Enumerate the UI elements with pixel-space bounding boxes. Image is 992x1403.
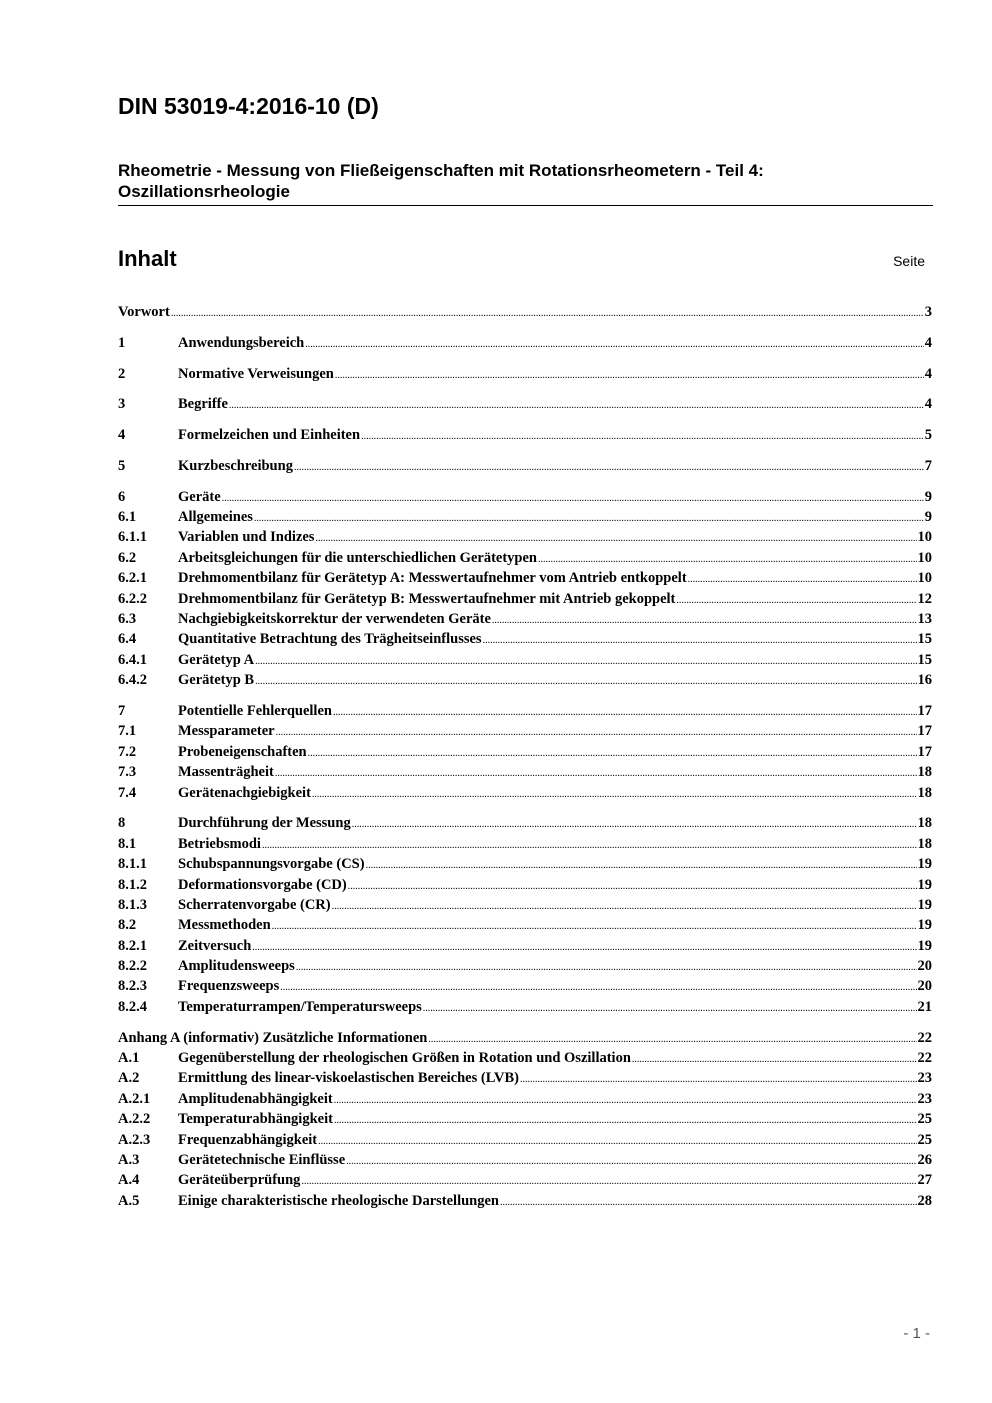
toc-entry[interactable]	[118, 976, 932, 996]
toc-dot-leader	[423, 997, 917, 1019]
page-number-footer: - 1 -	[903, 1325, 930, 1342]
toc-entry-page: 10	[917, 529, 932, 546]
toc-entry-page: 9	[924, 488, 932, 505]
toc-entry-number: 6.4.2	[118, 672, 147, 689]
toc-entry-title: Massenträgheit	[178, 764, 274, 781]
toc-entry[interactable]	[118, 456, 932, 476]
toc-entry-page: 18	[917, 835, 932, 852]
toc-entry[interactable]	[118, 1109, 932, 1129]
toc-entry-page: 22	[917, 1050, 932, 1067]
toc-dot-leader	[171, 302, 924, 324]
toc-entry-title: Durchführung der Messung	[178, 815, 351, 832]
toc-entry[interactable]	[118, 1130, 932, 1150]
toc-dot-leader	[332, 895, 917, 917]
toc-entry-title: Temperaturabhängigkeit	[178, 1111, 333, 1128]
toc-entry-number: 6.2.1	[118, 570, 147, 587]
toc-entry[interactable]	[118, 589, 932, 609]
toc-dot-leader	[276, 721, 917, 743]
toc-entry[interactable]	[118, 813, 932, 833]
toc-entry-title: Betriebsmodi	[178, 835, 261, 852]
toc-entry-title: Drehmomentbilanz für Gerätetyp A: Messwertaufnehmer vom Antrieb entkoppelt	[178, 570, 687, 587]
toc-entry-page: 20	[917, 978, 932, 995]
toc-entry-number: 3	[118, 396, 126, 413]
toc-entry-title: Variablen und Indizes	[178, 529, 315, 546]
toc-entry-number: 6.4.1	[118, 651, 147, 668]
toc-entry[interactable]	[118, 956, 932, 976]
toc-entry-page: 18	[917, 764, 932, 781]
toc-entry[interactable]	[118, 997, 932, 1017]
toc-dot-leader	[428, 1028, 916, 1050]
toc-group	[118, 813, 932, 1017]
toc-group	[118, 394, 932, 414]
toc-entry[interactable]	[118, 1048, 932, 1068]
toc-entry[interactable]	[118, 548, 932, 568]
toc-heading: Inhalt	[118, 246, 177, 271]
toc-dot-leader	[254, 507, 924, 529]
toc-entry[interactable]	[118, 487, 932, 507]
toc-entry-page: 19	[917, 856, 932, 873]
toc-entry-page: 5	[924, 427, 932, 444]
toc-entry-title: Drehmomentbilanz für Gerätetyp B: Messwertaufnehmer mit Antrieb gekoppelt	[178, 590, 676, 607]
toc-entry-page: 4	[924, 365, 932, 382]
toc-entry[interactable]	[118, 895, 932, 915]
toc-entry-number: 8.2.2	[118, 958, 147, 975]
toc-entry-number: A.2.2	[118, 1111, 151, 1128]
toc-entry[interactable]	[118, 568, 932, 588]
toc-entry[interactable]	[118, 875, 932, 895]
toc-dot-leader	[520, 1068, 916, 1090]
toc-entry-title: Normative Verweisungen	[178, 365, 334, 382]
toc-entry-page: 17	[917, 723, 932, 740]
toc-entry[interactable]	[118, 1089, 932, 1109]
toc-entry-number: 6.4	[118, 631, 137, 648]
toc-entry-page: 21	[917, 998, 932, 1015]
toc-group	[118, 364, 932, 384]
toc-entry-number: 7.3	[118, 764, 137, 781]
toc-entry-number: 5	[118, 457, 126, 474]
page-column-label: Seite	[893, 253, 925, 269]
toc-entry-number: 1	[118, 334, 126, 351]
toc-entry[interactable]	[118, 425, 932, 445]
toc-entry[interactable]	[118, 1068, 932, 1088]
toc-entry-number: 6.3	[118, 611, 137, 628]
toc-dot-leader	[676, 589, 916, 611]
toc-entry-page: 17	[917, 743, 932, 760]
toc-entry-page: 9	[924, 509, 932, 526]
toc-entry[interactable]	[118, 1170, 932, 1190]
toc-entry-page: 16	[917, 672, 932, 689]
toc-entry[interactable]	[118, 834, 932, 854]
toc-entry-number: 6.2.2	[118, 590, 147, 607]
toc-dot-leader	[275, 762, 917, 784]
toc-group	[118, 302, 932, 322]
toc-entry-title: Begriffe	[178, 396, 228, 413]
toc-entry-page: 15	[917, 631, 932, 648]
toc-entry[interactable]	[118, 701, 932, 721]
toc-entry-title: Einige charakteristische rheologische Darstellungen	[178, 1192, 499, 1209]
toc-entry-number: 8.2.1	[118, 937, 147, 954]
toc-group	[118, 487, 932, 691]
toc-dot-leader	[334, 1109, 917, 1131]
toc-dot-leader	[348, 875, 917, 897]
toc-entry-title: Frequenzabhängigkeit	[178, 1131, 318, 1148]
toc-entry-page: 25	[917, 1111, 932, 1128]
toc-entry-number: A.2	[118, 1070, 140, 1087]
toc-entry-title: Scherratenvorgabe (CR)	[178, 896, 331, 913]
toc-dot-leader	[500, 1191, 917, 1213]
toc-entry-page: 23	[917, 1070, 932, 1087]
toc-entry[interactable]	[118, 629, 932, 649]
toc-dot-leader	[492, 609, 917, 631]
toc-entry-number: 7.2	[118, 743, 137, 760]
toc-dot-leader	[335, 364, 924, 386]
toc-entry[interactable]	[118, 783, 932, 803]
toc-entry-page: 19	[917, 937, 932, 954]
toc-dot-leader	[280, 976, 916, 998]
toc-entry[interactable]	[118, 650, 932, 670]
toc-entry-number: 4	[118, 427, 126, 444]
toc-entry-number: A.3	[118, 1151, 140, 1168]
toc-entry-title: Anhang A (informativ) Zusätzliche Informationen	[118, 1029, 428, 1046]
toc-dot-leader	[296, 956, 917, 978]
toc-dot-leader	[318, 1130, 916, 1152]
toc-entry-page: 12	[917, 590, 932, 607]
toc-dot-leader	[294, 456, 924, 478]
toc-entry[interactable]	[118, 609, 932, 629]
toc-entry[interactable]	[118, 507, 932, 527]
toc-entry-title: Arbeitsgleichungen für die unterschiedlichen Gerätetypen	[178, 549, 537, 566]
toc-entry[interactable]	[118, 302, 932, 322]
toc-entry-number: 2	[118, 365, 126, 382]
toc-entry-number: 8.1	[118, 835, 137, 852]
toc-entry-title: Geräteüberprüfung	[178, 1172, 301, 1189]
toc-entry-page: 7	[924, 457, 932, 474]
toc-dot-leader	[366, 854, 917, 876]
toc-entry-page: 19	[917, 876, 932, 893]
toc-entry-title: Geräte	[178, 488, 221, 505]
toc-entry[interactable]	[118, 762, 932, 782]
toc-entry-page: 27	[917, 1172, 932, 1189]
toc-dot-leader	[301, 1170, 916, 1192]
toc-dot-leader	[361, 425, 924, 447]
document-id: DIN 53019-4:2016-10 (D)	[118, 93, 379, 119]
toc-entry-title: Vorwort	[118, 304, 170, 320]
toc-entry-title: Gerätenachgiebigkeit	[178, 784, 311, 801]
toc-group	[118, 1028, 932, 1212]
toc-entry-page: 22	[917, 1029, 932, 1046]
toc-entry-number: 8.2	[118, 917, 137, 934]
toc-entry-number: 6	[118, 488, 126, 505]
toc-entry[interactable]	[118, 394, 932, 414]
toc-entry[interactable]	[118, 721, 932, 741]
toc-entry-title: Quantitative Betrachtung des Trägheitseinflusses	[178, 631, 482, 648]
toc-entry-number: 8	[118, 815, 126, 832]
toc-entry-number: 6.1	[118, 509, 137, 526]
toc-dot-leader	[305, 333, 924, 355]
toc-entry-number: 8.2.4	[118, 998, 147, 1015]
document-subtitle: Rheometrie - Messung von Fließeigenschaften mit Rotationsrheometern - Teil 4: Oszillationsrheologie	[118, 160, 933, 206]
toc-entry-title: Potentielle Fehlerquellen	[178, 702, 332, 719]
toc-group	[118, 425, 932, 445]
toc-entry-title: Schubspannungsvorgabe (CS)	[178, 856, 365, 873]
toc-entry[interactable]	[118, 527, 932, 547]
toc-entry-title: Probeneigenschaften	[178, 743, 307, 760]
toc-entry[interactable]	[118, 854, 932, 874]
toc-dot-leader	[315, 527, 916, 549]
toc-entry-page: 18	[917, 815, 932, 832]
toc-entry-number: A.2.3	[118, 1131, 151, 1148]
toc-entry-page: 19	[917, 917, 932, 934]
toc-dot-leader	[333, 701, 917, 723]
toc-dot-leader	[255, 670, 916, 692]
toc-entry-title: Deformationsvorgabe (CD)	[178, 876, 347, 893]
toc-dot-leader	[272, 915, 917, 937]
toc-entry-number: A.5	[118, 1192, 140, 1209]
toc-entry-page: 4	[924, 396, 932, 413]
table-of-contents	[118, 302, 932, 1222]
toc-group	[118, 701, 932, 803]
toc-entry-page: 20	[917, 958, 932, 975]
toc-entry-number: 8.1.2	[118, 876, 147, 893]
toc-entry-title: Kurzbeschreibung	[178, 457, 293, 474]
toc-dot-leader	[312, 783, 917, 805]
toc-entry-page: 10	[917, 549, 932, 566]
toc-entry-page: 13	[917, 611, 932, 628]
toc-entry-page: 25	[917, 1131, 932, 1148]
toc-entry-title: Messmethoden	[178, 917, 271, 934]
toc-entry-page: 18	[917, 784, 932, 801]
toc-entry-title: Nachgiebigkeitskorrektur der verwendeten Geräte	[178, 611, 491, 628]
toc-entry-page: 23	[917, 1090, 932, 1107]
toc-entry-title: Ermittlung des linear-viskoelastischen Bereiches (LVB)	[178, 1070, 520, 1087]
toc-dot-leader	[255, 650, 916, 672]
toc-dot-leader	[483, 629, 917, 651]
toc-entry-number: 6.1.1	[118, 529, 147, 546]
toc-entry-title: Messparameter	[178, 723, 275, 740]
toc-entry-title: Amplitudenabhängigkeit	[178, 1090, 333, 1107]
toc-entry-number: A.2.1	[118, 1090, 151, 1107]
toc-entry-number: 7.4	[118, 784, 137, 801]
toc-entry[interactable]	[118, 1191, 932, 1211]
toc-entry-number: 7.1	[118, 723, 137, 740]
toc-entry-title: Amplitudensweeps	[178, 958, 295, 975]
toc-entry[interactable]	[118, 1150, 932, 1170]
toc-dot-leader	[632, 1048, 917, 1070]
toc-entry-number: A.4	[118, 1172, 140, 1189]
toc-entry-number: 7	[118, 702, 126, 719]
toc-entry[interactable]	[118, 1028, 932, 1048]
toc-entry-page: 26	[917, 1151, 932, 1168]
toc-dot-leader	[222, 487, 924, 509]
toc-entry[interactable]	[118, 936, 932, 956]
toc-entry-title: Allgemeines	[178, 509, 253, 526]
toc-entry[interactable]	[118, 670, 932, 690]
toc-entry-number: 6.2	[118, 549, 137, 566]
toc-dot-leader	[308, 742, 917, 764]
toc-entry[interactable]	[118, 333, 932, 353]
toc-entry-title: Formelzeichen und Einheiten	[178, 427, 361, 444]
toc-dot-leader	[334, 1089, 917, 1111]
toc-dot-leader	[262, 834, 917, 856]
toc-entry-page: 17	[917, 702, 932, 719]
toc-entry[interactable]	[118, 742, 932, 762]
toc-entry-page: 19	[917, 896, 932, 913]
toc-entry[interactable]	[118, 915, 932, 935]
toc-group	[118, 456, 932, 476]
toc-dot-leader	[346, 1150, 916, 1172]
toc-dot-leader	[252, 936, 916, 958]
toc-dot-leader	[352, 813, 917, 835]
toc-entry-number: 8.1.3	[118, 896, 147, 913]
toc-group	[118, 333, 932, 353]
toc-dot-leader	[688, 568, 917, 590]
toc-entry-title: Anwendungsbereich	[178, 334, 305, 351]
toc-entry-title: Gegenüberstellung der rheologischen Größen in Rotation und Oszillation	[178, 1050, 631, 1067]
toc-entry-title: Frequenzsweeps	[178, 978, 280, 995]
toc-entry-page: 4	[924, 334, 932, 351]
toc-entry-page: 15	[917, 651, 932, 668]
toc-entry-title: Gerätetyp B	[178, 672, 255, 689]
toc-entry-title: Gerätetechnische Einflüsse	[178, 1151, 346, 1168]
toc-entry-title: Temperaturrampen/Temperatursweeps	[178, 998, 422, 1015]
toc-entry-number: A.1	[118, 1050, 140, 1067]
toc-entry-page: 3	[924, 304, 932, 320]
toc-entry-page: 28	[917, 1192, 932, 1209]
toc-entry-number: 8.1.1	[118, 856, 147, 873]
toc-entry[interactable]	[118, 364, 932, 384]
toc-dot-leader	[229, 394, 924, 416]
toc-entry-title: Gerätetyp A	[178, 651, 255, 668]
toc-entry-number: 8.2.3	[118, 978, 147, 995]
toc-entry-page: 10	[917, 570, 932, 587]
toc-entry-title: Zeitversuch	[178, 937, 252, 954]
toc-dot-leader	[538, 548, 917, 570]
